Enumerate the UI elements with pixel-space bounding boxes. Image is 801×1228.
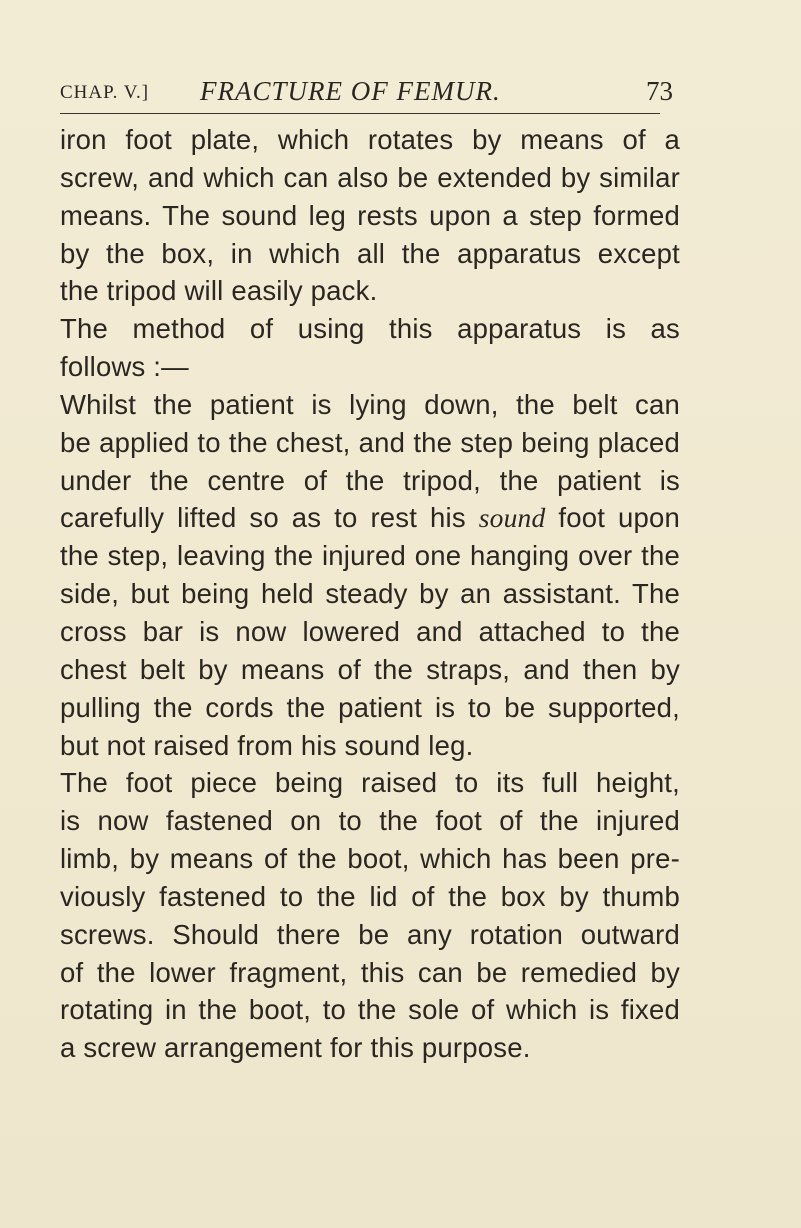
- text-line: Whilst the patient is lying down, the belt can: [60, 388, 680, 420]
- text-line: rotating in the boot, to the sole of which is fixed: [60, 994, 680, 1026]
- text-line: by the box, in which all the apparatus except: [60, 237, 680, 269]
- text-line: screws. Should there be any rotation outward: [60, 918, 680, 950]
- text-line: chest belt by means of the straps, and then by: [60, 653, 680, 685]
- running-title: FRACTURE OF FEMUR.: [200, 76, 501, 106]
- page-number: 73: [646, 76, 673, 106]
- text-line: means. The sound leg rests upon a step formed: [60, 199, 680, 231]
- text-line: The method of using this apparatus is as: [60, 313, 680, 345]
- text-line: but not raised from his sound leg.: [60, 729, 474, 761]
- text-line: the tripod will easily pack.: [60, 275, 378, 307]
- text-line: side, but being held steady by an assistant. The: [60, 578, 680, 610]
- body-text: [60, 121, 680, 1067]
- text-line: is now fastened on to the foot of the injured: [60, 805, 680, 837]
- text-line: limb, by means of the boot, which has been pre-: [60, 843, 680, 875]
- text-line: under the centre of the tripod, the patient is: [60, 464, 680, 496]
- emphasized-word: sound: [478, 502, 546, 534]
- text-line: pulling the cords the patient is to be supported,: [60, 691, 680, 723]
- text-line: be applied to the chest, and the step being placed: [60, 426, 680, 458]
- header-rule: [60, 113, 660, 114]
- chapter-label: CHAP. V.]: [60, 82, 150, 103]
- text-line: a screw arrangement for this purpose.: [60, 1032, 531, 1064]
- text-line: the step, leaving the injured one hanging over the: [60, 540, 680, 572]
- text-line: [60, 499, 680, 537]
- text-segment: foot upon: [545, 502, 680, 534]
- text-line: cross bar is now lowered and attached to the: [60, 615, 680, 647]
- text-segment: carefully lifted so as to rest his: [60, 502, 479, 534]
- running-header: [60, 76, 673, 112]
- text-line: The foot piece being raised to its full height,: [60, 767, 680, 799]
- text-line: follows :—: [60, 351, 189, 383]
- text-line: of the lower fragment, this can be remedied by: [60, 956, 680, 988]
- text-line: viously fastened to the lid of the box by thumb: [60, 880, 680, 912]
- text-line: screw, and which can also be extended by similar: [60, 161, 680, 193]
- text-line: iron foot plate, which rotates by means of a: [60, 124, 680, 155]
